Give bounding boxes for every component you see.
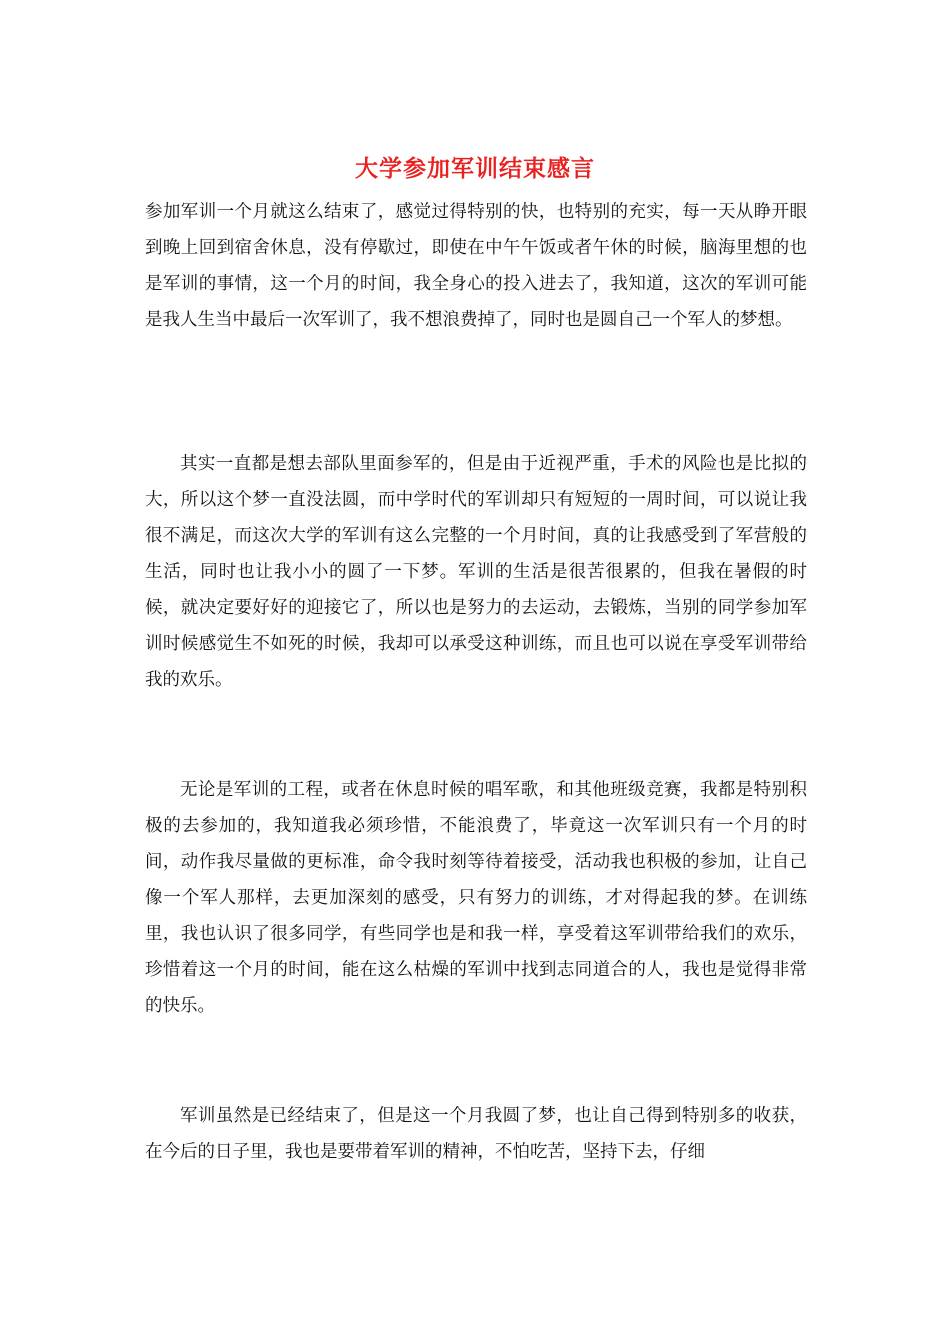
paragraph-2: 其实一直都是想去部队里面参军的，但是由于近视严重，手术的风险也是比拟的大，所以这个梦一直没法圆，而中学时代的军训却只有短短的一周时间，可以说让我很不满足，而这次大学的军训有这么完整的一个月时间，真的让我感受到了军营般的生活，同时也让我小小的圆了一下梦。军训的生活是很苦很累的，但我在暑假的时候，就决定要好好的迎接它了，所以也是努力的去运动，去锻炼，当别的同学参加军训时候感觉生不如死的时候，我却可以承受这种训练，而且也可以说在享受军训带给我的欢乐。: [145, 454, 807, 690]
paragraph-4: 军训虽然是已经结束了，但是这一个月我圆了梦，也让自己得到特别多的收获，在今后的日子里，我也是要带着军训的精神，不怕吃苦，坚持下去，仔细: [145, 1106, 807, 1162]
paragraph-3: 无论是军训的工程，或者在休息时候的唱军歌，和其他班级竞赛，我都是特别积极的去参加的，我知道我必须珍惜，不能浪费了，毕竟这一次军训只有一个月的时间，动作我尽量做的更标准，命令我时刻等待着接受，活动我也积极的参加，让自己像一个军人那样，去更加深刻的感受，只有努力的训练，才对得起我的梦。在训练里，我也认识了很多同学，有些同学也是和我一样，享受着这军训带给我们的欢乐，珍惜着这一个月的时间，能在这么枯燥的军训中找到志同道合的人，我也是觉得非常的快乐。: [145, 780, 807, 1016]
document-title: 大学参加军训结束感言: [355, 155, 595, 182]
paragraph-1: 参加军训一个月就这么结束了，感觉过得特别的快，也特别的充实，每一天从睁开眼到晚上回到宿舍休息，没有停歇过，即使在中午午饭或者午休的时候，脑海里想的也是军训的事情，这一个月的时间，我全身心的投入进去了，我知道，这次的军训可能是我人生当中最后一次军训了，我不想浪费掉了，同时也是圆自己一个军人的梦想。: [145, 202, 807, 330]
